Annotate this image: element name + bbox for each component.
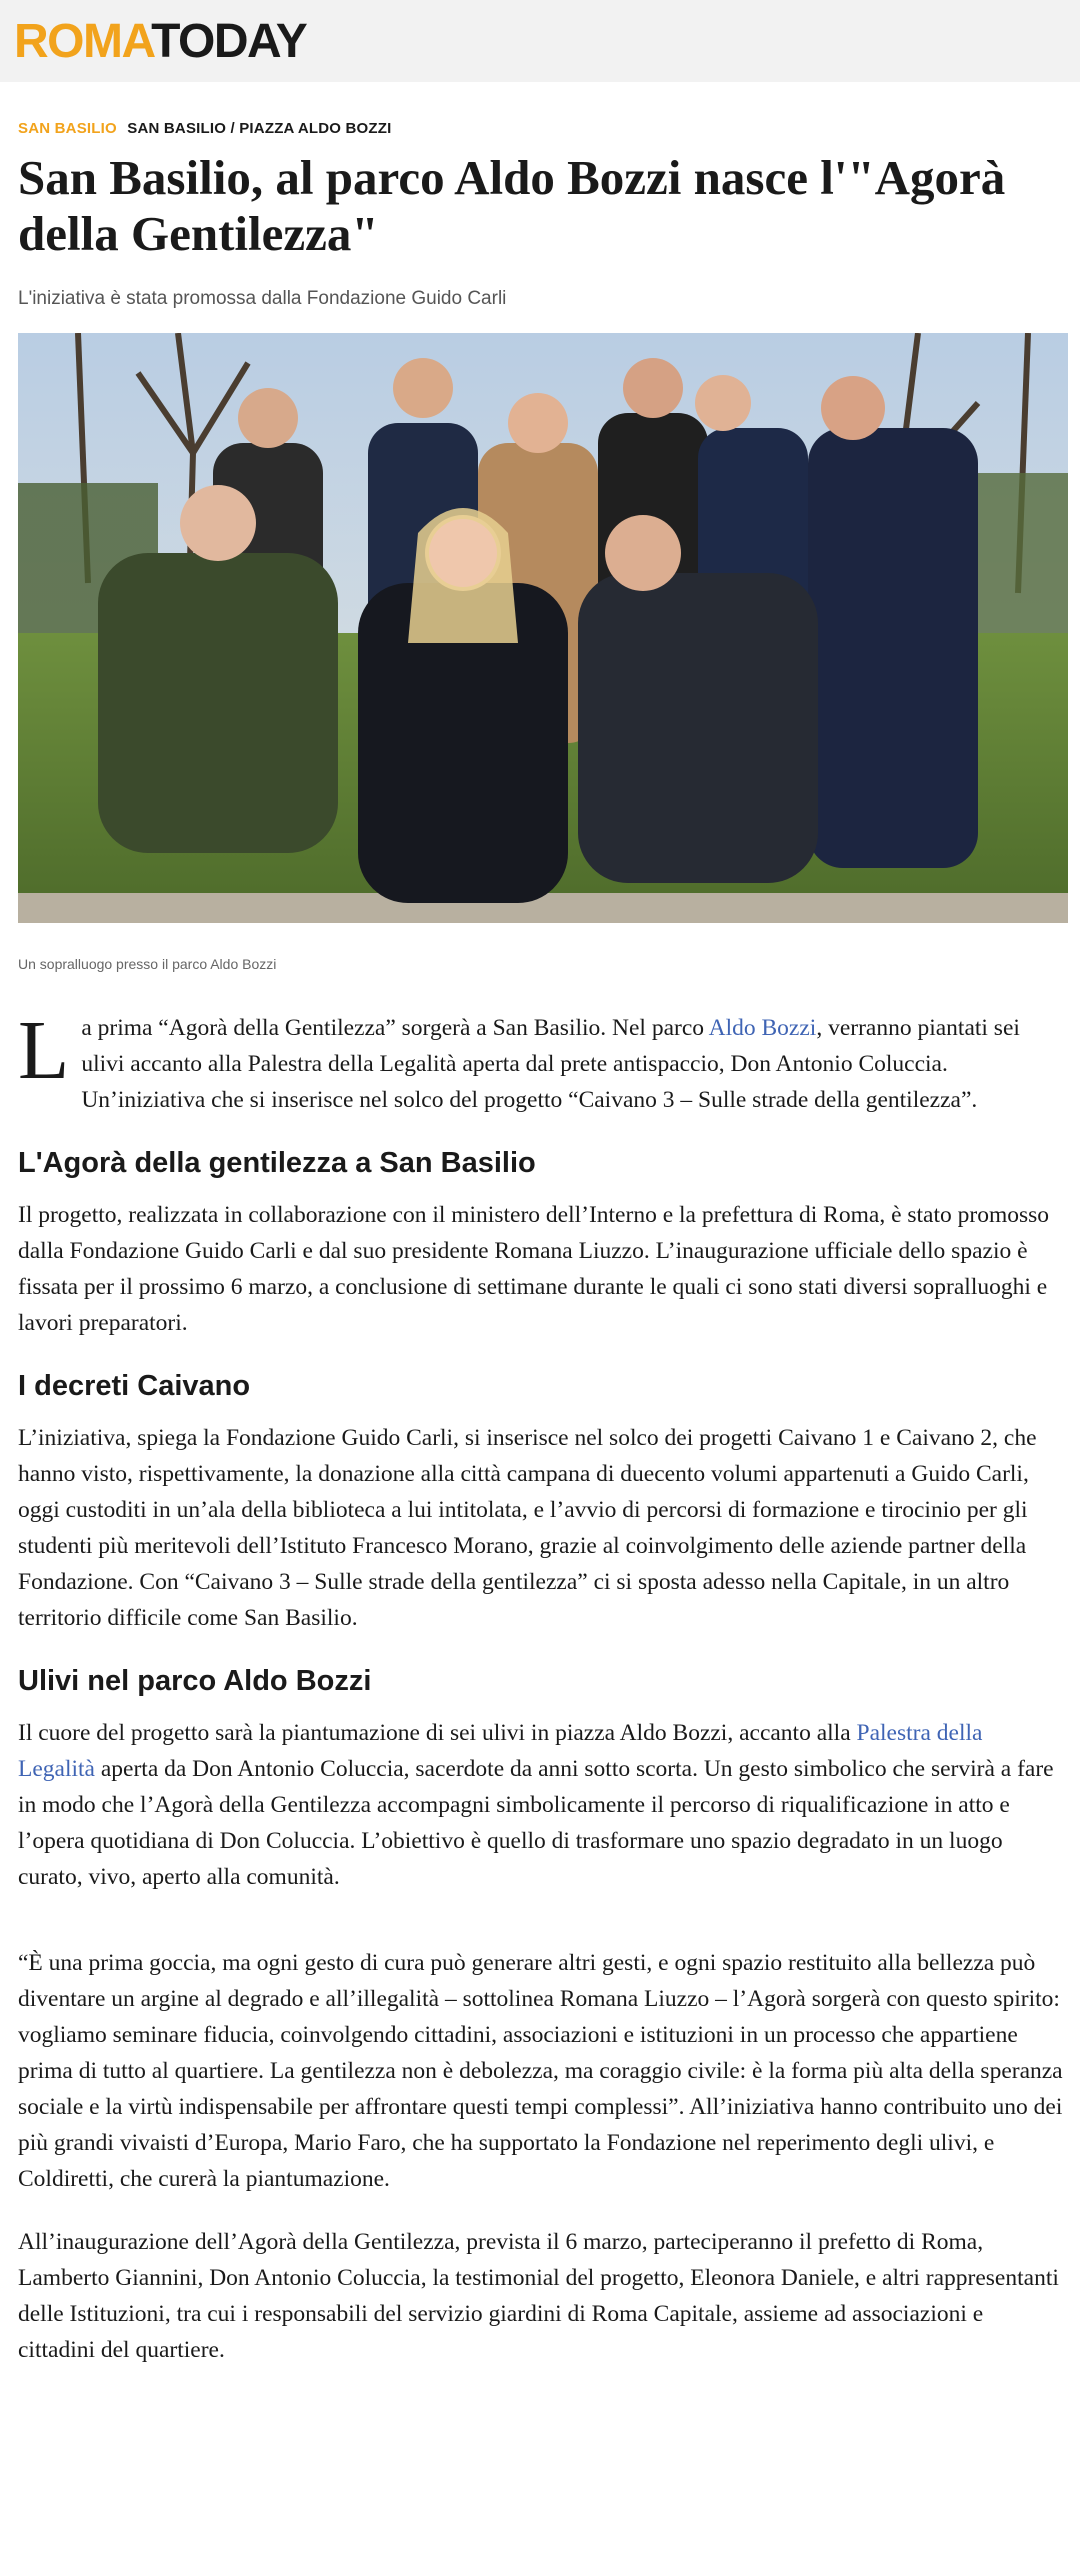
image-caption: Un sopralluogo presso il parco Aldo Bozzi	[18, 956, 277, 972]
romatoday-logo[interactable]	[14, 16, 306, 68]
ulivi-text-2: aperta da Don Antonio Coluccia, sacerdote da anni sotto scorta. Un gesto simbolico che servirà a fare in modo che l’Agorà della Gentilezza accompagni simbolicamente il percorso di riqualificazione in atto e l’opera quotidiana di Don Coluccia. L’obiettivo è quello di trasformare uno spazio degradato in un luogo curato, vivo, aperto alla comunità.	[18, 1756, 1054, 1890]
group-photo-illustration	[18, 333, 1068, 923]
breadcrumb	[18, 120, 392, 137]
spacer	[18, 1922, 1064, 1945]
intro-text-1: a prima “Agorà della Gentilezza” sorgerà a San Basilio. Nel parco	[81, 1015, 709, 1041]
drop-cap: L	[18, 1004, 70, 1097]
aldo-bozzi-link[interactable]: Aldo Bozzi	[708, 1015, 817, 1041]
breadcrumb-section-link[interactable]: SAN BASILIO	[18, 120, 117, 137]
section-heading-ulivi: Ulivi nel parco Aldo Bozzi	[18, 1665, 372, 1697]
article-title: San Basilio, al parco Aldo Bozzi nasce l'"Agorà della Gentilezza"	[18, 150, 1006, 261]
site-header	[0, 0, 1080, 82]
intro-text-2: , verranno piantati sei ulivi accanto alla Palestra della Legalità aperta dal prete antispaccio, Don Antonio Coluccia. Un’iniziativa che si inserisce nel solco del progetto “Caivano 3 – Sulle strade della gentilezza”.	[81, 1015, 1020, 1113]
section-heading-agora: L'Agorà della gentilezza a San Basilio	[18, 1147, 536, 1179]
section-agora-paragraph: Il progetto, realizzata in collaborazione con il ministero dell’Interno e la prefettura di Roma, è stato promosso dalla Fondazione Guido Carli e dal suo presidente Romana Liuzzo. L’inaugurazione ufficiale dello spazio è fissata per il prossimo 6 marzo, a conclusione di settimane durante le quali ci sono stati diversi sopralluoghi e lavori preparatori.	[18, 1202, 1050, 1336]
article-body	[18, 1004, 1064, 2395]
breadcrumb-path[interactable]: SAN BASILIO / PIAZZA ALDO BOZZI	[127, 120, 392, 137]
logo-roma: ROMA	[14, 15, 152, 68]
article-photo	[18, 333, 1068, 923]
quote-paragraph: “È una prima goccia, ma ogni gesto di cura può generare altri gesti, e ogni spazio restituito alla bellezza può diventare un argine al degrado e all’illegalità – sottolinea Romana Liuzzo – l’Agorà sorgerà con questo spirito: vogliamo seminare fiducia, coinvolgendo cittadini, associazioni e istituzioni in un processo che appartiene prima di tutto al quartiere. La gentilezza non è debolezza, ma coraggio civile: è la forma più alta della speranza sociale e la virtù indispensabile per affrontare questi tempi complessi”. All’iniziativa hanno contribuito uno dei più grandi vivaisti d’Europa, Mario Faro, che ha supportato la Fondazione nel reperimento degli ulivi, e Coldiretti, che curerà la piantumazione.	[18, 1950, 1063, 2192]
ulivi-text-1: Il cuore del progetto sarà la piantumazione di sei ulivi in piazza Aldo Bozzi, accanto alla	[18, 1720, 857, 1746]
article-subtitle: L'iniziativa è stata promossa dalla Fondazione Guido Carli	[18, 288, 507, 309]
section-ulivi-paragraph	[18, 1715, 1064, 1895]
logo-today: TODAY	[151, 15, 307, 68]
intro-paragraph	[18, 1004, 1064, 1118]
palestra-legalita-link[interactable]: Palestra della Legalità	[18, 1720, 983, 1782]
section-decreti-paragraph: L’iniziativa, spiega la Fondazione Guido Carli, si inserisce nel solco dei progetti Caivano 1 e Caivano 2, che hanno visto, rispettivamente, la donazione alla città campana di duecento volumi appartenuti a Guido Carli, oggi custoditi in un’ala della biblioteca a lui intitolata, e l’avvio di percorsi di formazione e tirocinio per gli studenti più meritevoli dell’Istituto Francesco Morano, grazie al coinvolgimento delle aziende partner della Fondazione. Con “Caivano 3 – Sulle strade della gentilezza” ci si sposta adesso nella Capitale, in un altro territorio difficile come San Basilio.	[18, 1425, 1037, 1631]
closing-paragraph: All’inaugurazione dell’Agorà della Gentilezza, prevista il 6 marzo, parteciperanno il prefetto di Roma, Lamberto Giannini, Don Antonio Coluccia, la testimonial del progetto, Eleonora Daniele, e altri rappresentanti delle Istituzioni, tra cui i responsabili del servizio giardini di Roma Capitale, assieme ad associazioni e cittadini del quartiere.	[18, 2229, 1059, 2363]
section-heading-decreti: I decreti Caivano	[18, 1370, 251, 1402]
